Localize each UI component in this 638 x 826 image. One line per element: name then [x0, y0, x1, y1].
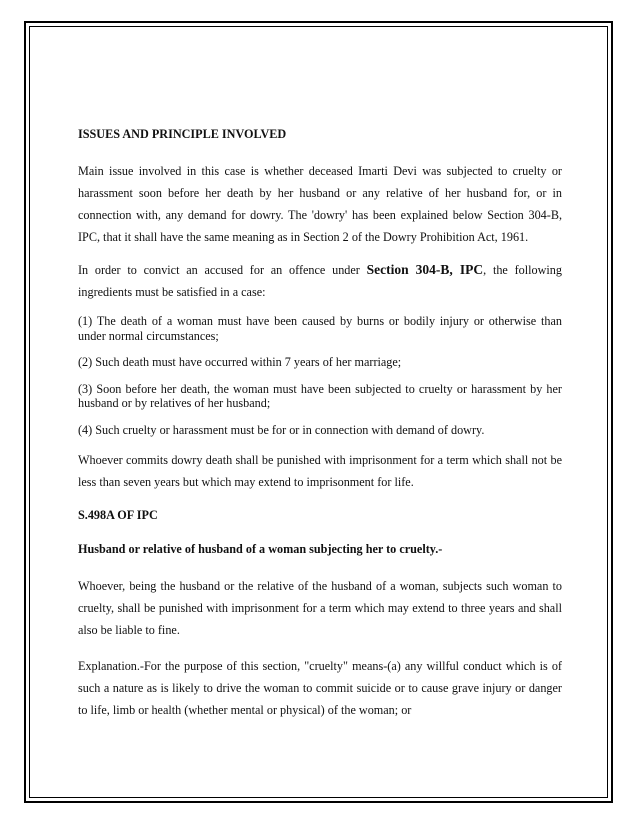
- document-body: [78, 126, 562, 732]
- section-304b-reference: Section 304-B, IPC: [366, 262, 484, 277]
- ingredient-item-2: (2) Such death must have occurred within 7 years of her marriage;: [78, 355, 402, 369]
- s498a-subheading: Husband or relative of husband of a woman subjecting her to cruelty.-: [78, 542, 443, 556]
- issues-heading: ISSUES AND PRINCIPLE INVOLVED: [78, 127, 287, 141]
- punishment-paragraph: Whoever commits dowry death shall be punished with imprisonment for a term which shall not be less than seven years but which may extend to imprisonment for life.: [78, 453, 562, 489]
- ingredient-item-4: (4) Such cruelty or harassment must be for or in connection with demand of dowry.: [78, 422, 485, 437]
- ingredients-intro: [78, 259, 562, 303]
- ingredients-intro-start: In order to convict an accused for an offence under: [78, 263, 367, 277]
- ingredient-item-3: (3) Soon before her death, the woman must have been subjected to cruelty or harassment by her husband or by relatives of her husband;: [78, 381, 562, 410]
- s498a-paragraph: Whoever, being the husband or the relative of the husband of a woman, subjects such woman to cruelty, shall be punished with imprisonment for a term which may extend to three years and shall also be liable to fine.: [78, 579, 562, 637]
- issues-paragraph-main: Main issue involved in this case is whether deceased Imarti Devi was subjected to cruelty or harassment soon before her death by her husband or any relative of her husband for, or in connection with, any demand for dowry. The 'dowry' has been explained below Section 304-B, IPC, that it shall have the same meaning as in Section 2 of the Dowry Prohibition Act, 1961.: [78, 164, 562, 244]
- s498a-heading: S.498A OF IPC: [78, 508, 158, 522]
- explanation-paragraph: Explanation.-For the purpose of this section, "cruelty" means-(a) any willful conduct which is of such a nature as is likely to drive the woman to commit suicide or to cause grave injury or danger to life, limb or health (whether mental or physical) of the woman; or: [78, 659, 562, 717]
- ingredient-item-1: (1) The death of a woman must have been caused by burns or bodily injury or otherwise than under normal circumstances;: [78, 314, 562, 343]
- ingredients-intro-end: , the following ingredients must be satisfied in a case:: [78, 263, 562, 299]
